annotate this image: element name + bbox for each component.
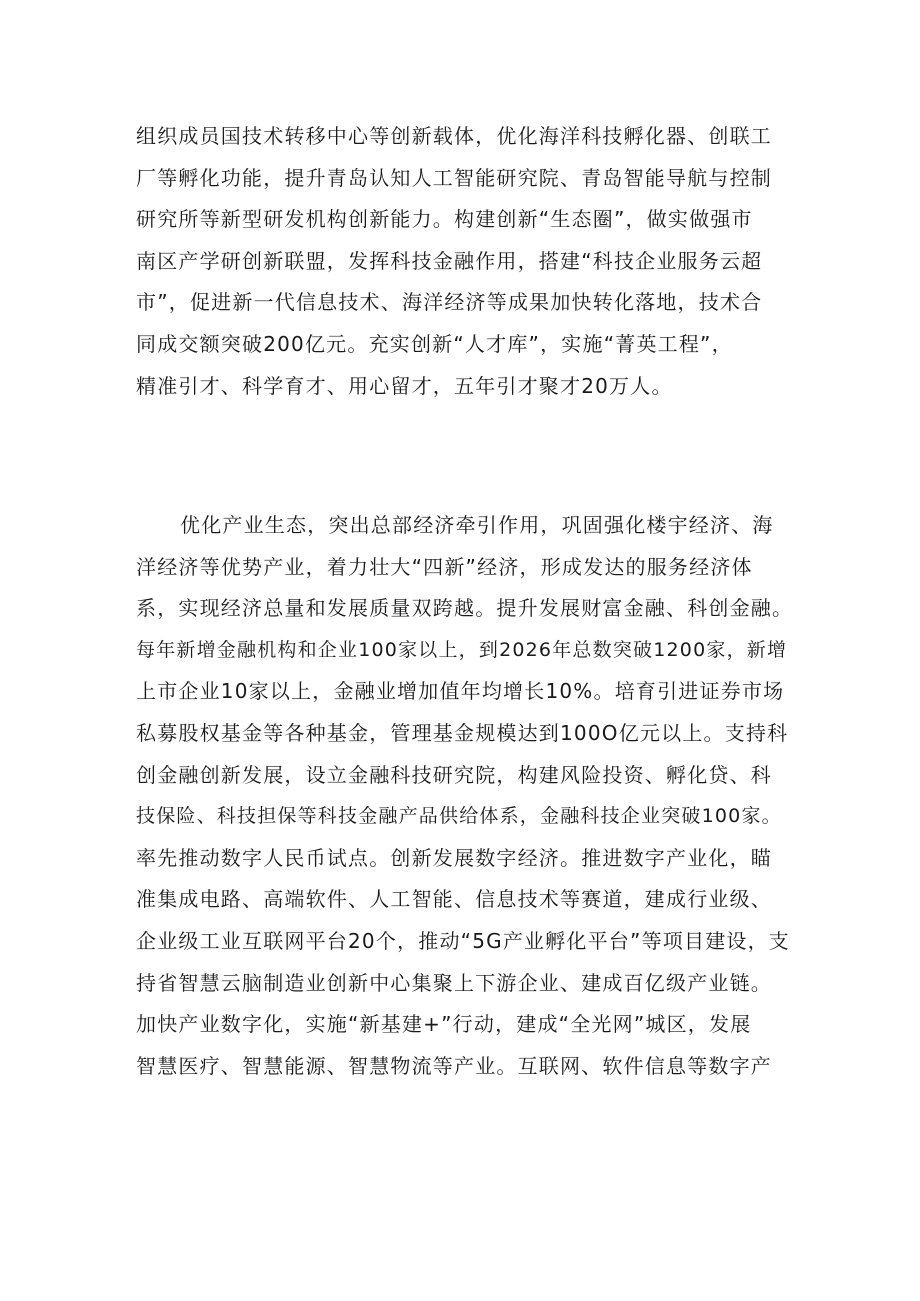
- text-line-first: 优化产业生态，突出总部经济牵引作用，巩固强化楼宇经济、海: [180, 513, 774, 537]
- text-line: 洋经济等优势产业，着力壮大“四新”经济，形成发达的服务经济体: [136, 554, 753, 579]
- paragraph-innovation-carriers: [136, 116, 796, 407]
- text-line: 系，实现经济总量和发展质量双跨越。提升发展财富金融、科创金融。: [136, 596, 794, 621]
- text-line: 组织成员国技术转移中心等创新载体，优化海洋科技孵化器、创联工: [136, 124, 772, 148]
- text-line: 加快产业数字化，实施“新基建+”行动，建成“全光网”城区，发展: [136, 1012, 752, 1037]
- text-line: 市”，促进新一代信息技术、海洋经济等成果加快转化落地，技术合: [136, 290, 763, 315]
- text-line: 持省智慧云脑制造业创新中心集聚上下游企业、建成百亿级产业链。: [136, 970, 772, 995]
- text-line: 准集成电路、高端软件、人工智能、信息技术等赛道，建成行业级、: [136, 887, 772, 912]
- text-line: 研究所等新型研发机构创新能力。构建创新“生态圈”，做实做强市: [136, 207, 753, 232]
- text-line: 智慧医疗、智慧能源、智慧物流等产业。互联网、软件信息等数字产: [136, 1053, 772, 1078]
- text-line: 创金融创新发展，设立金融科技研究院，构建风险投资、孵化贷、科: [136, 762, 772, 787]
- text-line: 精准引才、科学育才、用心留才，五年引才聚才20万人。: [136, 373, 673, 398]
- text-line: 每年新增金融机构和企业100家以上，到2026年总数突破1200家，新增: [136, 638, 788, 661]
- text-line: 同成交额突破200亿元。充实创新“人才库”，实施“菁英工程”，: [136, 331, 733, 356]
- text-line: 南区产学研创新联盟，发挥科技金融作用，搭建“科技企业服务云超: [136, 248, 763, 273]
- text-line: 率先推动数字人民币试点。创新发展数字经济。推进数字产业化，瞄: [136, 845, 772, 870]
- paragraph-industry-ecology: [136, 505, 796, 1087]
- text-line: 私募股权基金等各种基金，管理基金规模达到100O亿元以上。支持科: [136, 720, 789, 745]
- text-line: 厂等孵化功能，提升青岛认知人工智能研究院、青岛智能导航与控制: [136, 165, 772, 190]
- text-line: 技保险、科技担保等科技金融产品供给体系，金融科技企业突破100家。: [136, 805, 782, 828]
- text-line: 企业级工业互联网平台20个，推动“5G产业孵化平台”等项目建设，支: [136, 928, 790, 953]
- text-line: 上市企业10家以上，金融业增加值年均增长10%。培育引进证券市场: [136, 679, 785, 704]
